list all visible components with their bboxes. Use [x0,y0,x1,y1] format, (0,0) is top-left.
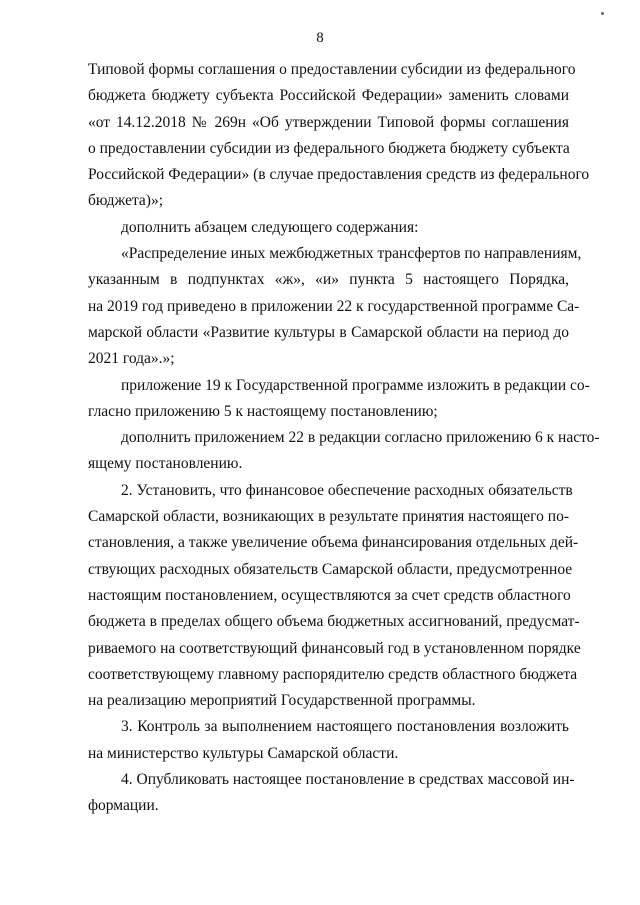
text-line: ящему постановлению. [88,455,243,473]
paragraph [88,215,569,241]
paragraph [88,373,590,426]
text-line: «Распределение иных межбюджетных трансфертов по направлениям, [121,245,582,263]
text-line: Типовой формы соглашения о предоставлении субсидии из федерального [88,61,576,78]
text-line: Самарской области, возникающих в результате принятия настоящего по- [88,508,569,526]
text-line: дополнить абзацем следующего содержания: [121,218,419,236]
text-line: 4. Опубликовать настоящее постановление в средствах массовой ин- [121,771,575,789]
text-line: гласно приложению 5 к настоящему постановлению; [88,402,438,420]
text-line: Российской Федерации» (в случае предоставления средств из федерального [88,166,590,184]
text-line: 2021 года».»; [88,350,175,368]
text-line: приложение 19 к Государственной программе изложить в редакции со- [121,376,590,394]
text-line: бюджета в пределах общего объема бюджетных ассигнований, предусмат- [88,613,580,631]
text-line: на реализацию мероприятий Государственной программы. [88,692,476,710]
text-line: настоящим постановлением, осуществляются за счет средств областного [88,586,571,604]
paragraph [88,57,590,215]
text-line: 3. Контроль за выполнением настоящего постановления возложить [121,718,569,736]
text-line: формации. [88,797,159,815]
paragraph [88,241,582,372]
text-line: 2. Установить, что финансовое обеспечение расходных обязательств [121,481,573,499]
text-line: ствующих расходных обязательств Самарской области, предусмотренное [88,560,573,578]
text-line: дополнить приложением 22 в редакции согласно приложению 6 к насто- [121,429,600,447]
text-line: риваемого на соответствующий финансовый год в установленном порядке [88,639,581,657]
page-number: 8 [316,30,324,46]
text-line: указанным в подпунктах «ж», «и» пункта 5 настоящего Порядка, [88,271,569,289]
text-line: на 2019 год приведено в приложении 22 к государственной программе Са- [88,297,580,315]
scan-speck [601,12,604,15]
text-line: «от 14.12.2018 № 269н «Об утверждении Типовой формы соглашения [88,113,569,131]
text-line: бюджета бюджету субъекта Российской Федерации» заменить словами [88,87,569,105]
text-line: на министерство культуры Самарской области. [88,744,399,762]
text-line: бюджета)»; [88,192,164,210]
document-body [88,57,600,820]
text-line: марской области «Развитие культуры в Самарской области на период до [88,323,569,341]
text-line: становления, а также увеличение объема финансирования отдельных дей- [88,534,579,552]
paragraph [88,478,581,715]
paragraph [88,714,569,767]
text-line: соответствующему главному распорядителю средств областного бюджета [88,665,578,683]
paragraph [88,767,575,820]
paragraph [88,425,600,478]
text-line: о предоставлении субсидии из федерального бюджета бюджету субъекта [88,139,570,157]
